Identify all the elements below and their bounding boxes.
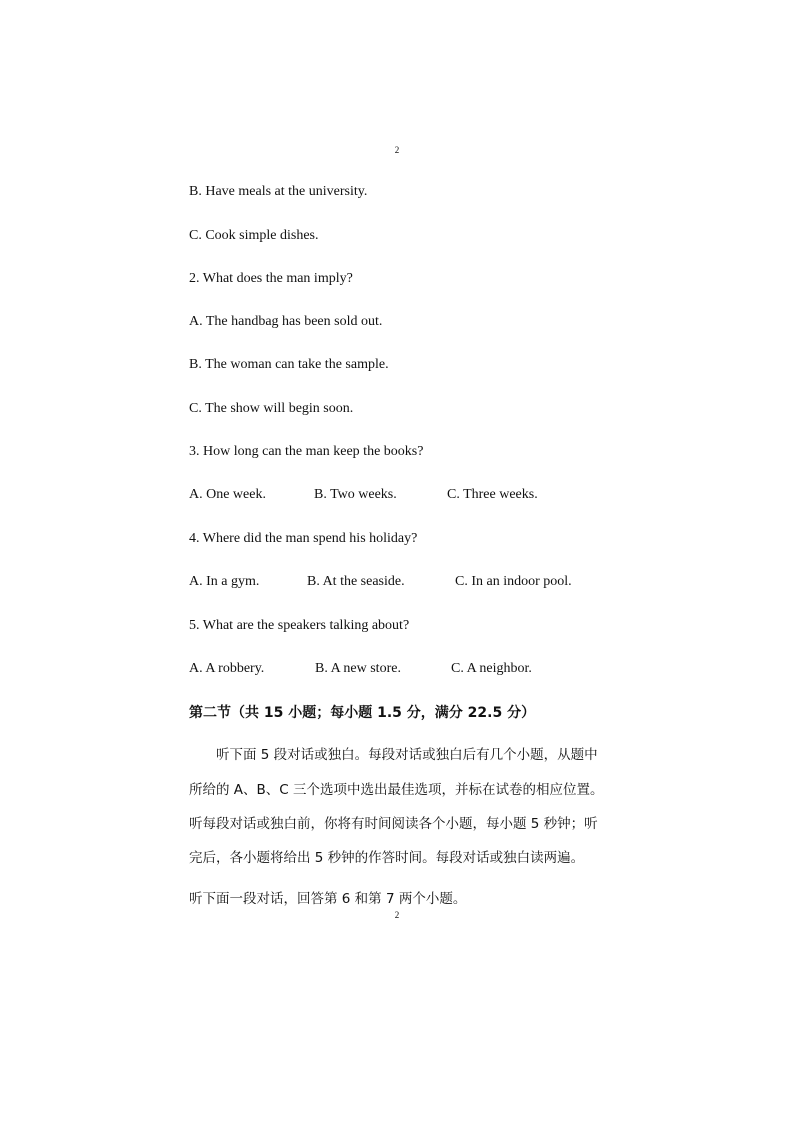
q4-question: 4. Where did the man spend his holiday? bbox=[189, 531, 418, 546]
section-heading: 第二节（共 15 小题；每小题 1.5 分，满分 22.5 分） bbox=[189, 705, 536, 721]
q4-option-a: A. In a gym. bbox=[189, 574, 260, 589]
q5-option-b: B. A new store. bbox=[315, 661, 401, 676]
q4-option-b: B. At the seaside. bbox=[307, 574, 405, 589]
q1-option-b: B. Have meals at the university. bbox=[189, 184, 368, 199]
section-instructions-line-1: 听下面 5 段对话或独白。每段对话或独白后有几个小题，从题中 bbox=[189, 747, 598, 763]
section-instructions-line-3: 听每段对话或独白前，你将有时间阅读各个小题，每小题 5 秒钟；听 bbox=[189, 816, 598, 832]
q5-option-c: C. A neighbor. bbox=[451, 661, 532, 676]
q3-option-c: C. Three weeks. bbox=[447, 487, 538, 502]
q4-options bbox=[189, 573, 609, 591]
q5-options bbox=[189, 660, 609, 678]
q3-options bbox=[189, 486, 609, 504]
q4-option-c: C. In an indoor pool. bbox=[455, 574, 572, 589]
page-number-top: 2 bbox=[394, 145, 400, 155]
q2-option-a: A. The handbag has been sold out. bbox=[189, 314, 383, 329]
q3-option-a: A. One week. bbox=[189, 487, 266, 502]
section-prompt: 听下面一段对话，回答第 6 和第 7 两个小题。 bbox=[189, 891, 467, 907]
page-number-bottom: 2 bbox=[394, 910, 400, 920]
q3-question: 3. How long can the man keep the books? bbox=[189, 444, 424, 459]
q2-option-c: C. The show will begin soon. bbox=[189, 401, 354, 416]
section-instructions-line-4: 完后，各小题将给出 5 秒钟的作答时间。每段对话或独白读两遍。 bbox=[189, 850, 585, 866]
q2-option-b: B. The woman can take the sample. bbox=[189, 357, 389, 372]
q1-option-c: C. Cook simple dishes. bbox=[189, 228, 319, 243]
q3-option-b: B. Two weeks. bbox=[314, 487, 397, 502]
section-instructions-line-2: 所给的 A、B、C 三个选项中选出最佳选项，并标在试卷的相应位置。 bbox=[189, 782, 604, 798]
q5-question: 5. What are the speakers talking about? bbox=[189, 618, 410, 633]
q2-question: 2. What does the man imply? bbox=[189, 271, 353, 286]
q5-option-a: A. A robbery. bbox=[189, 661, 265, 676]
